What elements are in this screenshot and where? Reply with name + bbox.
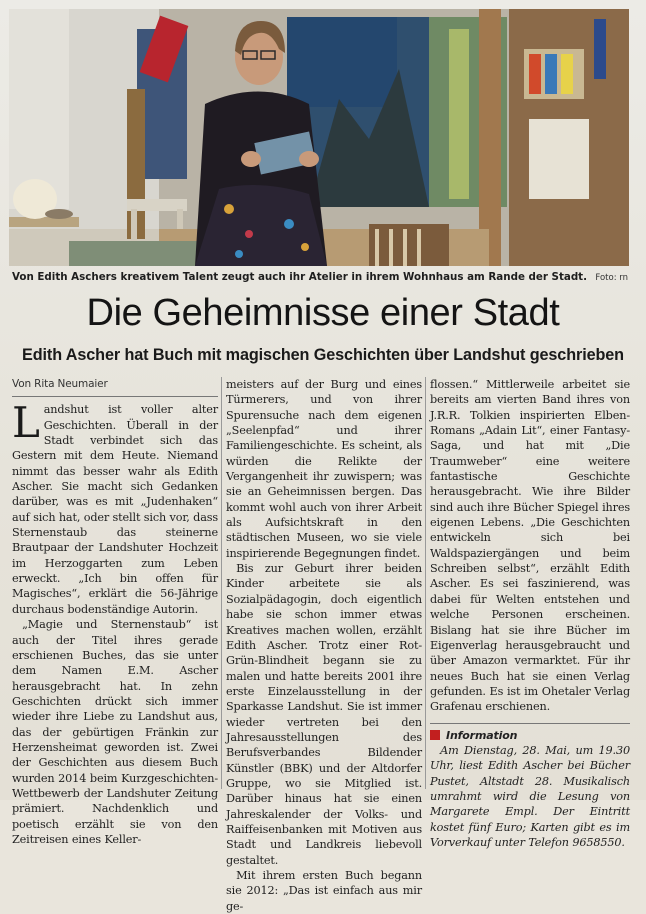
- article-column-2: [226, 377, 422, 913]
- paragraph: [12, 398, 219, 617]
- atelier-photo-illustration: [9, 9, 629, 266]
- photo-credit: Foto: rn: [595, 273, 628, 283]
- info-text: Am Dienstag, 28. Mai, um 19.30 Uhr, liest Edith Ascher bei Bücher Pustet, Altstadt 28. Musikalisch umrahmt wird die Lesung von Margarete Empl. Der Eintritt kostet fünf Euro; Karten gibt es im Vorverkauf unter Telefon 9658550.: [430, 743, 630, 849]
- info-box-header: [430, 723, 630, 743]
- article-photo: [9, 9, 629, 266]
- paragraph: Bis zur Geburt ihrer beiden Kinder arbeitete sie als Sozialpädagogin, doch eigentlich habe sie schon immer etwas Kreatives machen wollen, erzählt Edith Ascher. Trotz einer Rot-Grün-Blindheit begann sie zu malen und hatte bereits 2001 ihre erste Einzelausstellung in der Sparkasse Landshut. Sie ist immer wieder vertreten bei den Jahresausstellungen des Berufsverbandes Bildender Künstler (BBK) und der Altdorfer Gruppe, wo sie Mitglied ist. Darüber hinaus hat sie einen Jahreskalender der Volks- und Raiffeisenbanken mit Motiven aus Stadt und Landkreis liebevoll gestaltet.: [226, 562, 422, 867]
- headline: Die Geheimnisse einer Stadt: [86, 292, 560, 334]
- column-divider: [221, 377, 222, 789]
- paragraph: meisters auf der Burg und eines Türmerers, und von ihrer Spurensuche nach dem eigenen „Seelenpfad“ und ihrer Familiengeschichte. Es scheint, als würden die Relikte der Vergangenheit ihr zuwispern; was sie an Geheimnissen bergen. Das kommt wohl auch von ihrer Arbeit als Aufsichtskraft in den städtischen Museen, wo sie viele inspirierende Begegnungen findet.: [226, 378, 422, 560]
- column-divider: [425, 377, 426, 789]
- paragraph: Mit ihrem ersten Buch begann sie 2012: „Das ist einfach aus mir ge-: [226, 869, 422, 913]
- info-square-icon: [430, 730, 440, 740]
- subheadline: Edith Ascher hat Buch mit magischen Geschichten über Landshut geschrieben: [22, 346, 624, 364]
- paragraph-text: andshut ist voller alter Geschichten. Überall in der Stadt verbindet sich das Gestern mit dem Heute. Niemand nimmt das besser wahr als Edith Ascher. Sie macht sich Gedanken darüber, was es mit „Judenhaken“ auf sich hat, oder stellt sich vor, dass Sternenstaub das steinerne Brautpaar der Landshuter Hochzeit im Herzoggarten zum Leben erweckt. „Ich bin offen für Magisches“, erklärt die 56-Jährige durchaus bodenständige Autorin.: [12, 403, 219, 616]
- byline: Von Rita Neumaier: [12, 377, 218, 397]
- photo-caption: Von Edith Aschers kreativem Talent zeugt auch ihr Atelier in ihrem Wohnhaus am Rande der Stadt.: [12, 271, 588, 283]
- paragraph: „Magie und Sternenstaub“ ist auch der Titel ihres gerade erschienen Buches, das sie unter dem Namen E.M. Ascher herausgebracht hat. In zehn Geschichten drückt sich immer wieder ihre Liebe zu Landshut aus, das der gebürtigen Fränkin zur Herzensheimat geworden ist. Zwei der Geschichten aus diesem Buch wurden 2014 beim Kurzgeschichten-Wettbewerb der Landshuter Zeitung prämiert. Nachdenklich und poetisch erzählt sie von den Zeitreisen eines Keller-: [12, 618, 218, 846]
- article-column-3: [430, 377, 630, 849]
- drop-cap: L: [12, 398, 40, 448]
- info-label: Information: [446, 728, 518, 742]
- paragraph: flossen.“ Mittlerweile arbeitet sie bereits am vierten Band ihres von J.R.R. Tolkien inspirierten Elben-Romans „Adain Lit“, einer Fantasy-Saga, und hat mit „Die Traumweber“ eine weitere fantastische Geschichte herausgebracht. Wie ihre Bilder sind auch ihre Bücher Spiegel ihres eigenen Lebens. „Die Geschichten entwickeln sich bei Waldspaziergängen und beim Schreiben selbst“, erzählt Edith Ascher. Es sei faszinierend, was dabei für Welten entstehen und welche Personen erscheinen. Bislang hat sie ihre Bücher im Eigenverlag herausgebraucht und über Amazon vermarktet. Für ihr neues Buch hat sie einen Verlag gefunden. Es ist im Ohetaler Verlag Grafenau erschienen.: [430, 378, 630, 714]
- article-column-1: [12, 377, 219, 846]
